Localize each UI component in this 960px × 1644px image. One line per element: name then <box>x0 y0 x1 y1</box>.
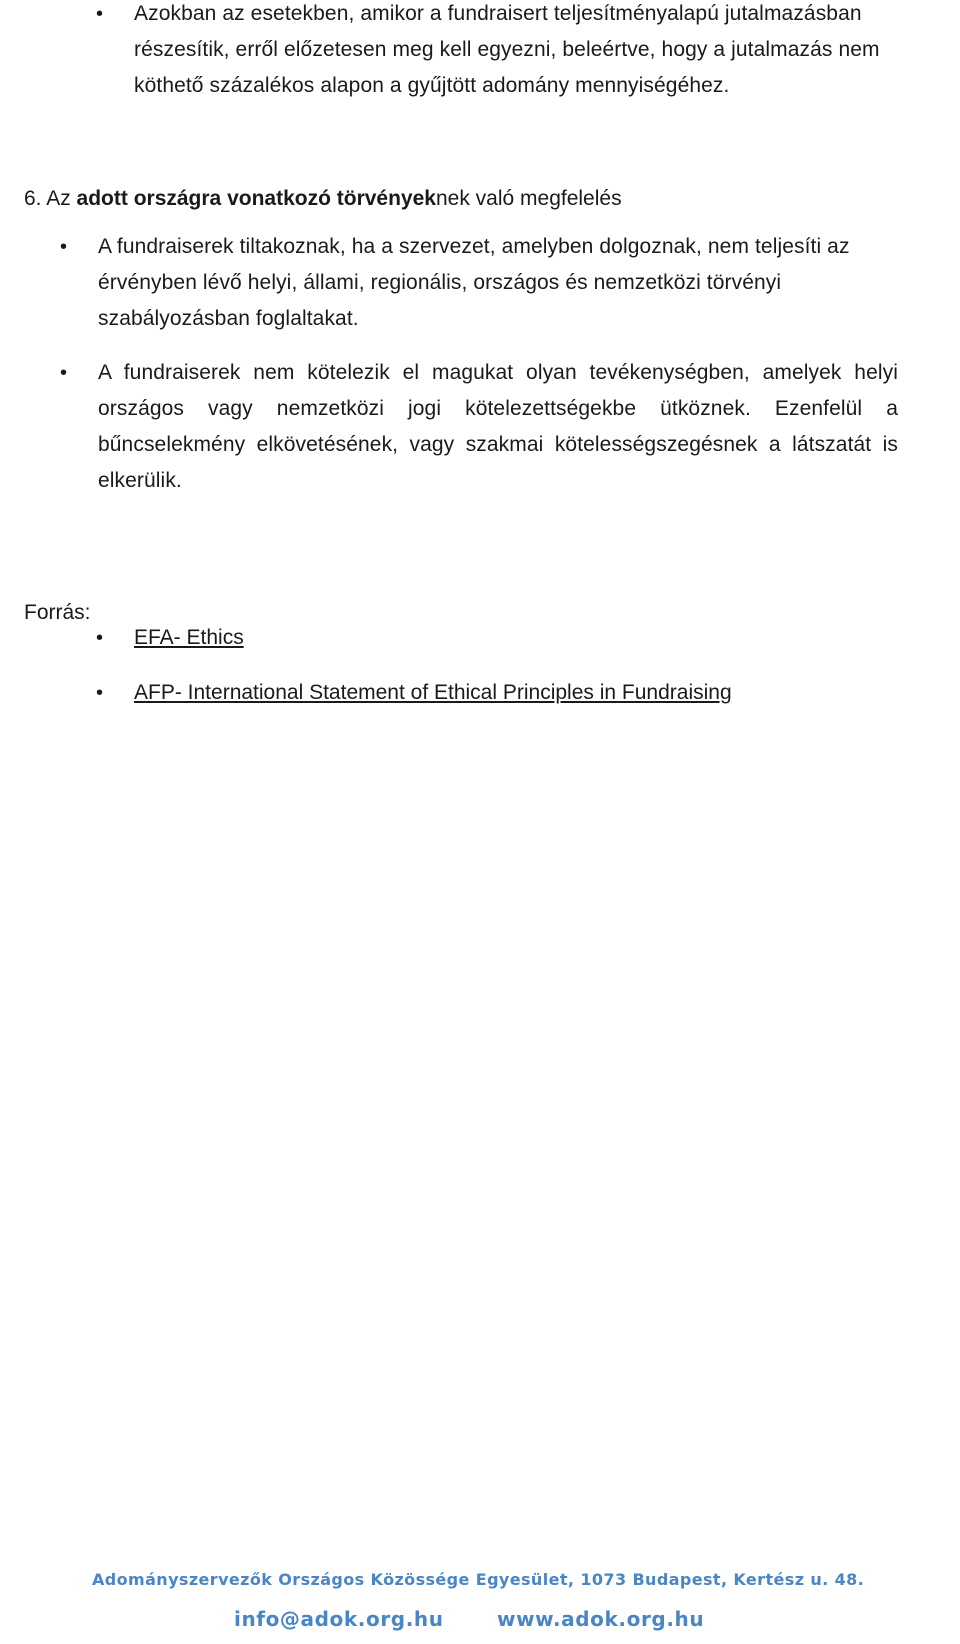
bullet-icon: • <box>96 682 104 704</box>
section-number: 6. Az <box>24 187 71 210</box>
section-heading <box>24 181 622 217</box>
intro-list-item <box>96 0 926 104</box>
sources-label: Forrás: <box>24 601 91 624</box>
list-item-text: A fundraiserek tiltakoznak, ha a szervezet, amelyben dolgoznak, nem teljesíti az érvényben lévő helyi, állami, regionális, országos és nemzetközi törvényi szabályozásban foglaltakat. <box>98 235 850 330</box>
footer-website[interactable]: www.adok.org.hu <box>497 1607 705 1631</box>
bullet-icon: • <box>96 3 104 25</box>
section-heading-bold: adott országra vonatkozó törvények <box>76 187 436 210</box>
footer-email[interactable]: info@adok.org.hu <box>234 1607 444 1631</box>
list-item-text: Azokban az esetekben, amikor a fundraisert teljesítményalapú jutalmazásban részesítik, erről előzetesen meg kell egyezni, beleértve, hogy a jutalmazás nem köthető százalékos alapon a gyűjtött adomány mennyiségéhez. <box>134 2 880 97</box>
efa-ethics-link[interactable]: EFA- Ethics <box>134 626 244 649</box>
source-list-item <box>96 620 244 656</box>
section-heading-rest: nek való megfelelés <box>435 187 622 210</box>
source-list-item <box>96 675 732 711</box>
list-item <box>60 229 900 337</box>
list-item-text: A fundraiserek nem kötelezik el magukat olyan tevékenységben, amelyek helyi országos vagy nemzetközi jogi kötelezettségekbe ütköznek. Ezenfelül a bűncselekmény elkövetésének, vagy szakmai kötelességszegésnek a látszatát is elkerülik. <box>98 361 898 492</box>
afp-statement-link[interactable]: AFP- International Statement of Ethical Principles in Fundraising <box>134 681 732 704</box>
bullet-icon: • <box>96 627 104 649</box>
bullet-icon: • <box>60 362 68 384</box>
footer-address: Adományszervezők Országos Közössége Egyesület, 1073 Budapest, Kertész u. 48. <box>92 1570 865 1589</box>
bullet-icon: • <box>60 236 68 258</box>
list-item <box>60 355 900 499</box>
